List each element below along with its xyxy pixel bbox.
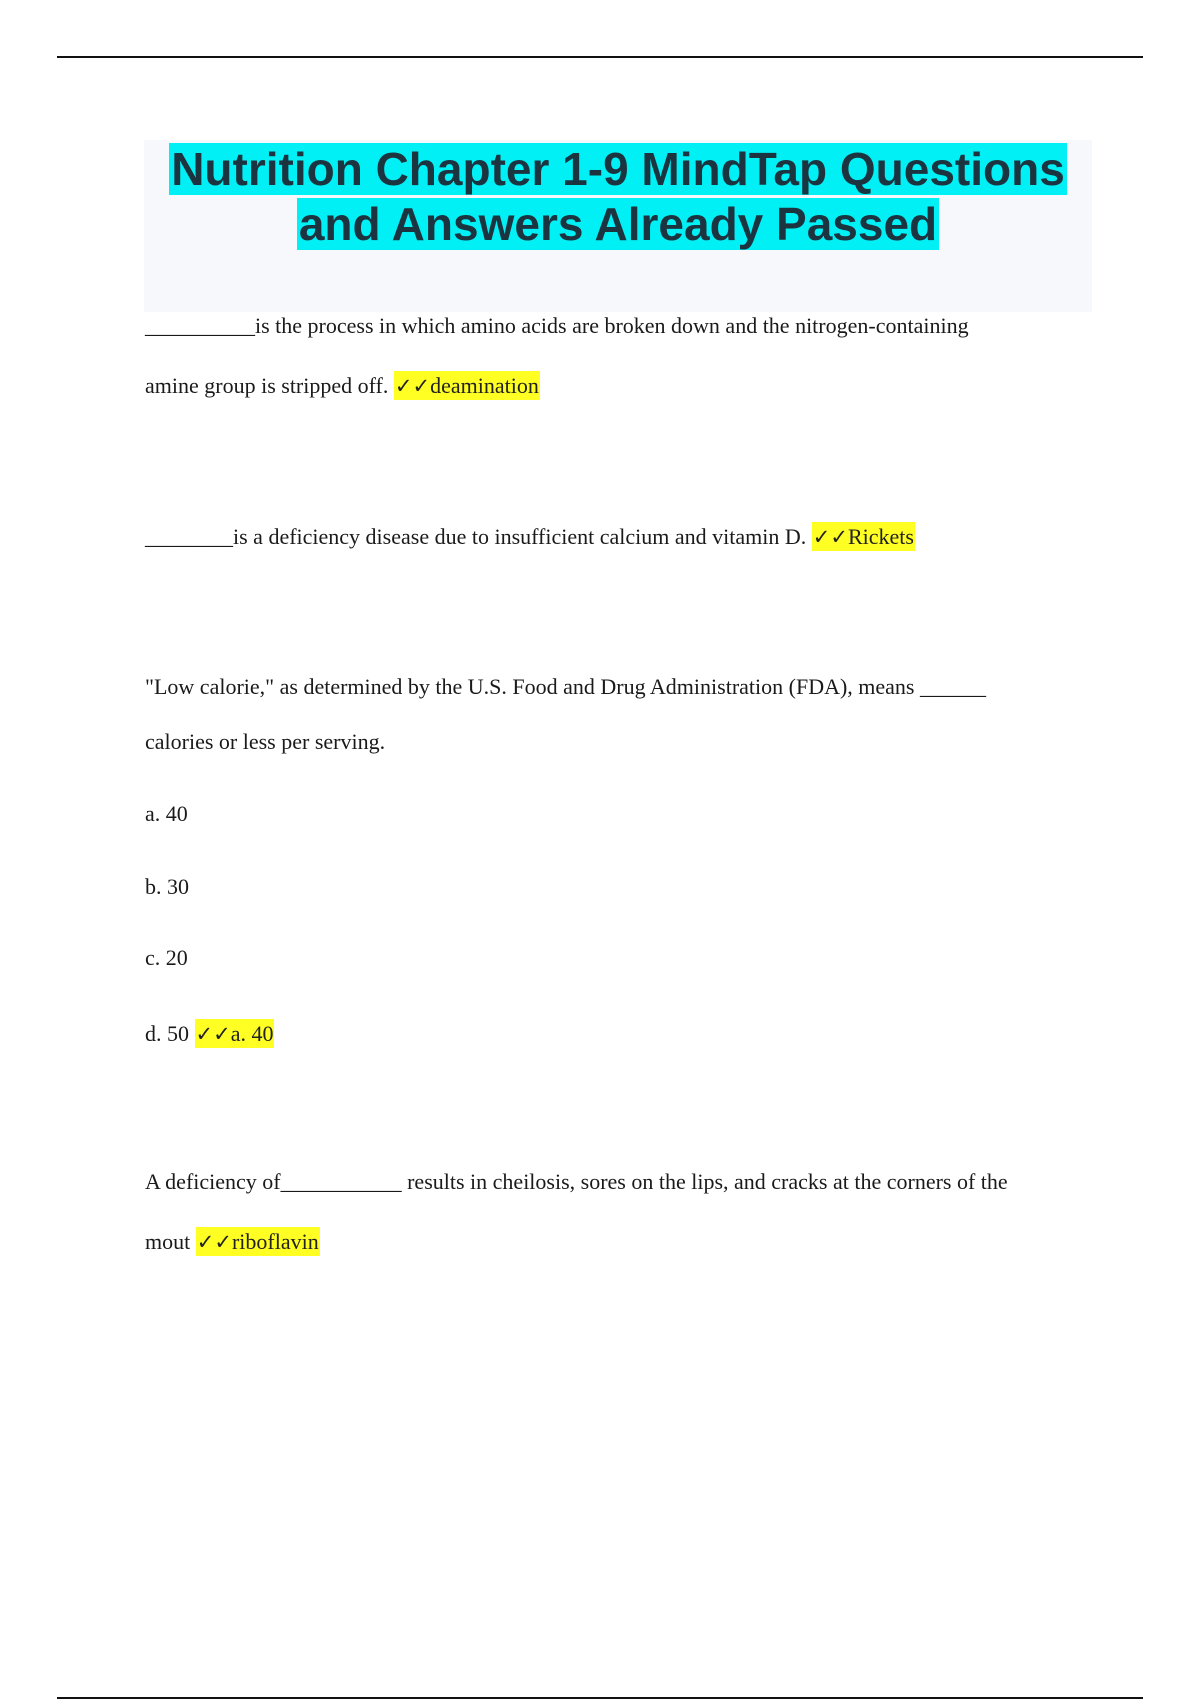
- double-check-icon: ✓✓: [394, 374, 431, 398]
- top-rule: [57, 56, 1143, 58]
- question-3-answer: [195, 1019, 275, 1048]
- question-1-answer: [394, 371, 540, 400]
- title-line-2: and Answers Already Passed: [298, 198, 938, 250]
- page-title: [144, 142, 1092, 252]
- question-1-text-line-2: [145, 371, 540, 401]
- double-check-icon: ✓✓: [812, 525, 848, 549]
- question-1-answer-text: deamination: [430, 373, 539, 398]
- title-line-1: Nutrition Chapter 1-9 MindTap Questions: [171, 143, 1065, 195]
- question-3-text-line-1: "Low calorie," as determined by the U.S. Food and Drug Administration (FDA), means ______: [145, 674, 986, 699]
- question-3-option-d: [145, 1019, 274, 1049]
- question-3-option-d-text: d. 50: [145, 1021, 195, 1046]
- question-3-text-line-2: calories or less per serving.: [145, 729, 386, 754]
- question-2-text-line-1: [145, 522, 915, 552]
- double-check-icon: ✓✓: [196, 1230, 232, 1254]
- double-check-icon: ✓✓: [195, 1022, 231, 1046]
- question-4-text-line-1: A deficiency of___________ results in cheilosis, sores on the lips, and cracks at the corners of the: [145, 1169, 1008, 1194]
- question-3-answer-text: a. 40: [230, 1021, 274, 1046]
- question-3-option-b: b. 30: [145, 874, 189, 899]
- question-1-text-line-1: __________is the process in which amino acids are broken down and the nitrogen-containing: [145, 313, 969, 338]
- question-2-text-prefix: ________is a deficiency disease due to insufficient calcium and vitamin D.: [145, 524, 812, 549]
- question-4-answer: [196, 1227, 320, 1256]
- question-2-answer: [812, 522, 915, 551]
- question-4-answer-text: riboflavin: [231, 1229, 319, 1254]
- question-4-text-prefix: mout: [145, 1229, 196, 1254]
- question-3-option-a: a. 40: [145, 801, 188, 826]
- question-2-answer-text: Rickets: [847, 524, 914, 549]
- question-1-text-line-2-prefix: amine group is stripped off.: [145, 373, 394, 398]
- question-4-text-line-2: [145, 1227, 320, 1257]
- question-3-option-c: c. 20: [145, 945, 188, 970]
- bottom-rule: [57, 1697, 1143, 1699]
